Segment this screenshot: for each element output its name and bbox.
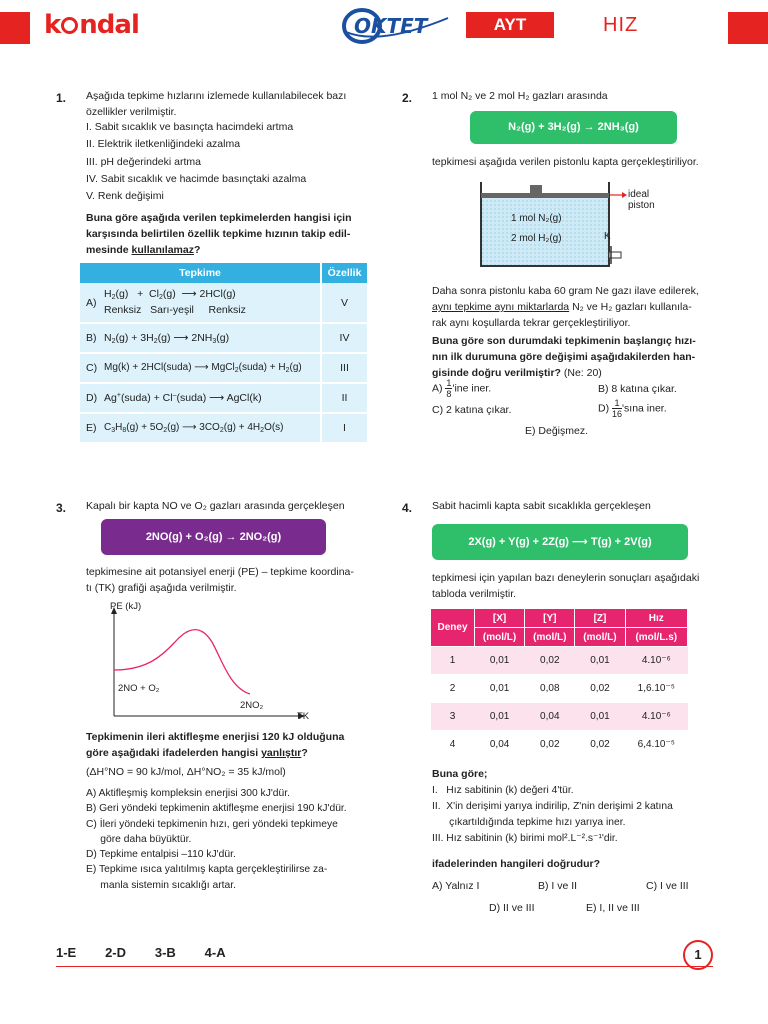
q1-rxn-e: $C_3H_8(g) + 5O_2(g)$ ⟶ $3CO_2(g) + 4H_2O(s)$ bbox=[104, 413, 321, 443]
table-row: C) Mg(k) + 2HCl(suda) ⟶ MgCl$_2$(suda) + $H_2(g)$ III bbox=[80, 353, 367, 383]
q4-option-e[interactable]: E) I, II ve III bbox=[586, 902, 640, 914]
q2-paragraph: Daha sonra pistonlu kaba 60 gram Ne gazı ilave edilerek, aynı tepkime aynı miktarlarda N₂ ve H₂ gazları kullanıla- rak aynı koşullarda tekrar gerçekleştiriliyor. bbox=[432, 285, 699, 329]
q3-equation: 2NO(g) + O₂(g) → 2NO₂(g) bbox=[101, 519, 326, 555]
q1-options-table bbox=[80, 263, 367, 444]
q4-statement: I. Hız sabitinin (k) değeri 4'tür. bbox=[432, 785, 574, 796]
q1-rxn-d: Ag+(suda) + Cl–(suda) ⟶ AgCl(k) bbox=[104, 383, 321, 413]
q2-option-e[interactable]: E) Değişmez. bbox=[525, 425, 589, 437]
table-row: 3 0,01 0,04 0,01 4.10⁻⁶ bbox=[431, 703, 688, 731]
q1-item: V. Renk değişimi bbox=[86, 190, 164, 203]
q3-lines: tepkimesine ait potansiyel enerji (PE) – tepkime koordina- tı (TK) grafiği aşağıda verilmiştir. bbox=[86, 566, 354, 594]
q1-number: 1. bbox=[56, 91, 67, 105]
q2-intro: 1 mol N₂ ve 2 mol H₂ gazları arasında bbox=[432, 90, 608, 102]
table-row: A) $H_2(g) + Cl_2(g)$ ⟶ 2HCl(g) Renksiz Sarı-yeşil Renksiz V bbox=[80, 283, 367, 323]
q4-data-table bbox=[430, 608, 688, 759]
q3-question: Tepkimenin ileri aktifleşme enerjisi 120 kJ olduğuna göre aşağıdaki ifadelerden hangisi yanlıştır? bbox=[86, 731, 345, 759]
header-red-tab-right bbox=[728, 12, 768, 44]
col-ozellik: Özellik bbox=[321, 263, 367, 283]
q1-item: IV. Sabit sıcaklık ve hacimde basınçtaki azalma bbox=[86, 172, 307, 185]
q1-rxn-b: $N_2(g) + 3H_2(g)$ ⟶ $2NH_3(g)$ bbox=[104, 323, 321, 353]
q2-option-b[interactable]: B) 8 katına çıkar. bbox=[598, 383, 677, 395]
q3-x-label: TK bbox=[297, 711, 310, 722]
q1-item: II. Elektrik iletkenliğindeki azalma bbox=[86, 138, 241, 151]
q2-piston-figure bbox=[470, 176, 650, 276]
q4-statement-cont: çıkartıldığında tepkime hızı yarıya iner. bbox=[432, 817, 626, 828]
q2-piston-label: ideal piston bbox=[628, 189, 655, 211]
q3-options bbox=[86, 786, 376, 893]
q2-fig-k: K bbox=[604, 231, 611, 242]
q3-number: 3. bbox=[56, 501, 67, 515]
q1-question: Buna göre aşağıda verilen tepkimelerden hangisi için karşısında belirtilen özellik tepkime hızının takip edil- mesinde kullanılamaz? bbox=[86, 212, 352, 256]
subject-title: HIZ bbox=[603, 14, 639, 36]
q4-buna: Buna göre; bbox=[432, 768, 488, 780]
table-row: 1 0,01 0,02 0,01 4.10⁻⁶ bbox=[431, 647, 688, 675]
q4-statement: II. X'in derişimi yarıya indirilip, Z'nin derişimi 2 katına bbox=[432, 801, 673, 812]
q1-rxn-a: $H_2(g) + Cl_2(g)$ ⟶ 2HCl(g) Renksiz Sarı-yeşil Renksiz bbox=[104, 283, 321, 323]
table-row: E) $C_3H_8(g) + 5O_2(g)$ ⟶ $3CO_2(g) + 4H_2O(s)$ I bbox=[80, 413, 367, 443]
q3-option-a[interactable]: A) Aktifleşmiş kompleksin enerjisi 300 kJ'dür. bbox=[86, 788, 290, 799]
q4-number: 4. bbox=[402, 501, 413, 515]
oktet-logo-text: OKTET bbox=[354, 14, 428, 38]
q4-lines: tepkimesi için yapılan bazı deneylerin sonuçları aşağıdaki tabloda verilmiştir. bbox=[432, 572, 700, 600]
q2-option-c[interactable]: C) 2 katına çıkar. bbox=[432, 404, 512, 416]
q1-items bbox=[86, 119, 376, 205]
table-header-row bbox=[80, 263, 367, 283]
q4-option-a[interactable]: A) Yalnız I bbox=[432, 880, 480, 892]
q1-item: I. Sabit sıcaklık ve basınçta hacimdeki artma bbox=[86, 121, 294, 133]
q1-item: III. pH değerindeki artma bbox=[86, 155, 201, 168]
q2-question: Buna göre son durumdaki tepkimenin başlangıç hızı- nın ilk durumuna göre değişimi aşağıdakilerden han- gisinde doğru verilmiştir? (Ne: 20) bbox=[432, 335, 696, 379]
q2-fig-n2: 1 mol N₂(g) bbox=[511, 213, 562, 224]
q4-equation: 2X(g) + Y(g) + 2Z(g) ⟶ T(g) + 2V(g) bbox=[432, 524, 688, 560]
q2-option-d[interactable]: D) $\frac{1}{16}$ 'sına iner. bbox=[598, 398, 667, 419]
q2-fig-h2: 2 mol H₂(g) bbox=[511, 233, 562, 244]
q2-option-a[interactable]: A) $\frac{1}{8}$ 'ine iner. bbox=[432, 378, 492, 399]
q3-given: (ΔH°NO = 90 kJ/mol, ΔH°NO₂ = 35 kJ/mol) bbox=[86, 766, 286, 778]
q3-product-label: 2NO₂ bbox=[240, 700, 264, 711]
q3-reactant-label: 2NO + O₂ bbox=[118, 683, 160, 694]
answer-key: 1-E 2-D 3-B 4-A bbox=[56, 945, 226, 960]
q2-equation: N₂(g) + 3H₂(g) → 2NH₃(g) bbox=[470, 111, 677, 144]
q4-statement: III. Hız sabitinin (k) birimi mol².L⁻².s⁻¹'dir. bbox=[432, 833, 618, 844]
page-number: 1 bbox=[683, 940, 713, 970]
kondal-logo: k ndal bbox=[44, 10, 139, 40]
q4-option-b[interactable]: B) I ve II bbox=[538, 880, 578, 892]
q3-pe-graph bbox=[100, 598, 330, 728]
q3-option-c-cont: göre daha büyüktür. bbox=[86, 833, 192, 845]
oktet-logo bbox=[340, 6, 450, 46]
exam-badge: AYT bbox=[466, 12, 554, 38]
q2-line2: tepkimesi aşağıda verilen pistonlu kapta gerçekleştiriliyor. bbox=[432, 156, 699, 168]
q1-rxn-c: Mg(k) + 2HCl(suda) ⟶ MgCl$_2$(suda) + $H_2(g)$ bbox=[104, 353, 321, 383]
logo-o-ring-icon bbox=[61, 17, 78, 34]
q3-intro: Kapalı bir kapta NO ve O₂ gazları arasında gerçekleşen bbox=[86, 500, 345, 512]
q4-intro: Sabit hacimli kapta sabit sıcaklıkla gerçekleşen bbox=[432, 500, 651, 512]
q1-intro: Aşağıda tepkime hızlarını izlemede kullanılabilecek bazı özellikler verilmiştir. bbox=[86, 90, 347, 118]
q2-number: 2. bbox=[402, 91, 413, 105]
q4-question: ifadelerinden hangileri doğrudur? bbox=[432, 858, 601, 870]
table-header-row: Deney [X] [Y] [Z] Hız bbox=[431, 609, 688, 628]
q3-y-label: PE (kJ) bbox=[110, 601, 142, 612]
footer-divider bbox=[56, 966, 713, 967]
q3-option-b[interactable]: B) Geri yöndeki tepkimenin aktifleşme enerjisi 190 kJ'dür. bbox=[86, 803, 347, 815]
q4-option-c[interactable]: C) I ve III bbox=[646, 880, 689, 892]
q3-option-e[interactable]: E) Tepkime ısıca yalıtılmış kapta gerçekleştirilirse za- bbox=[86, 864, 328, 876]
q3-option-e-cont: manla sistemin sıcaklığı artar. bbox=[86, 879, 236, 891]
table-header-row: (mol/L) (mol/L) (mol/L) (mol/L.s) bbox=[431, 628, 688, 647]
table-row: 4 0,04 0,02 0,02 6,4.10⁻⁵ bbox=[431, 731, 688, 759]
q3-option-d[interactable]: D) Tepkime entalpisi –110 kJ'dür. bbox=[86, 849, 236, 861]
table-row: D) Ag+(suda) + Cl–(suda) ⟶ AgCl(k) II bbox=[80, 383, 367, 413]
col-tepkime: Tepkime bbox=[80, 263, 321, 283]
q4-option-d[interactable]: D) II ve III bbox=[489, 902, 535, 914]
q4-statements bbox=[432, 783, 732, 847]
table-row: B) $N_2(g) + 3H_2(g)$ ⟶ $2NH_3(g)$ IV bbox=[80, 323, 367, 353]
header-red-tab-left bbox=[0, 12, 30, 44]
q3-option-c[interactable]: C) İleri yöndeki tepkimenin hızı, geri yöndeki tepkimeye bbox=[86, 818, 338, 830]
table-row: 2 0,01 0,08 0,02 1,6.10⁻⁵ bbox=[431, 675, 688, 703]
